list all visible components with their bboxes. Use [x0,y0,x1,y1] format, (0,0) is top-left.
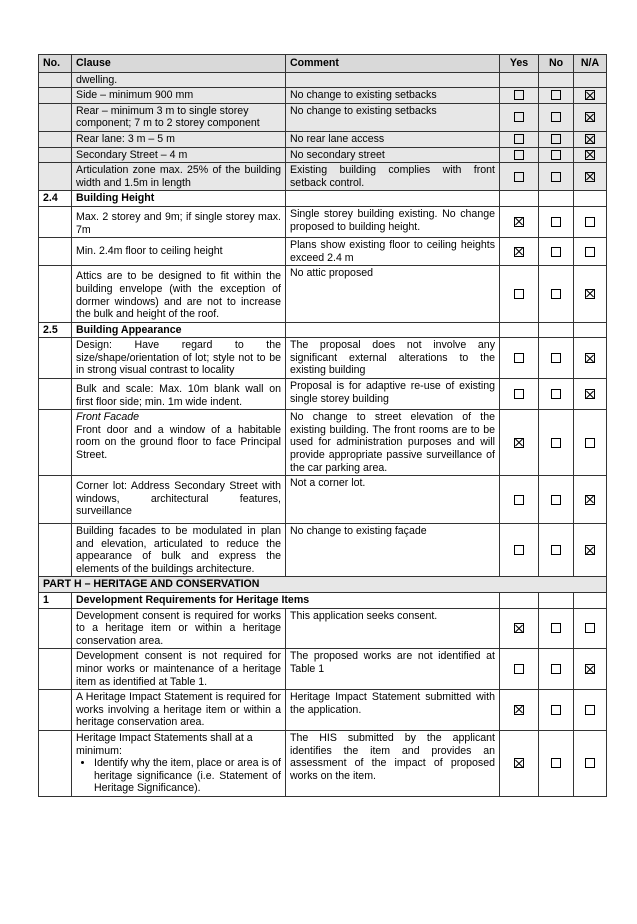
no-checkbox[interactable] [551,438,561,448]
table-row [39,206,607,237]
section-number: 1 [39,592,72,608]
no-checkbox[interactable] [551,150,561,160]
header-na: N/A [574,55,607,73]
yes-checkbox-checked[interactable] [514,623,524,633]
clause-text: Development consent is required for works to a heritage item or within a heritage conservation area. [72,608,286,649]
no-checkbox[interactable] [551,705,561,715]
comment-text: This application seeks consent. [286,608,500,649]
row-number [39,103,72,131]
compliance-table-page [38,54,606,797]
table-row [39,88,607,104]
row-number [39,131,72,147]
table-row [39,476,607,524]
yes-checkbox[interactable] [514,134,524,144]
table-row [39,163,607,191]
na-checkbox-checked[interactable] [585,150,595,160]
row-number [39,72,72,88]
yes-checkbox-checked[interactable] [514,758,524,768]
comment-text: No change to street elevation of the existing building. The front rooms are to be used for administration purposes and will provide appropriate passive surveillance of the car parking area. [286,410,500,476]
clause-text: Min. 2.4m floor to ceiling height [72,238,286,266]
yes-checkbox[interactable] [514,545,524,555]
clause-text: Articulation zone max. 25% of the building width and 1.5m in length [72,163,286,191]
clause-text: Rear lane: 3 m – 5 m [72,131,286,147]
table-row [39,524,607,577]
na-checkbox-checked[interactable] [585,172,595,182]
table-row [39,147,607,163]
clause-text: Heritage Impact Statements shall at a minimum: [76,731,253,757]
no-checkbox[interactable] [551,217,561,227]
row-number [39,730,72,796]
no-checkbox[interactable] [551,545,561,555]
clause-text: A Heritage Impact Statement is required for works involving a heritage item or within a heritage conservation area. [72,690,286,731]
row-number [39,206,72,237]
no-checkbox[interactable] [551,289,561,299]
comment-text: No secondary street [286,147,500,163]
section-number: 2.5 [39,322,72,338]
comment-text: Heritage Impact Statement submitted with the application. [286,690,500,731]
comment-text: The proposal does not involve any significant external alterations to the existing building [286,338,500,379]
no-checkbox[interactable] [551,664,561,674]
yes-checkbox[interactable] [514,495,524,505]
row-number [39,163,72,191]
comment-text: Existing building complies with front setback control. [286,163,500,191]
table-row [39,131,607,147]
section-title: Building Appearance [72,322,286,338]
na-checkbox-checked[interactable] [585,389,595,399]
clause-text: Bulk and scale: Max. 10m blank wall on first floor side; min. 1m wide indent. [72,379,286,410]
no-checkbox[interactable] [551,112,561,122]
table-row [39,649,607,690]
header-comment: Comment [286,55,500,73]
yes-checkbox[interactable] [514,150,524,160]
yes-checkbox-checked[interactable] [514,438,524,448]
no-checkbox[interactable] [551,172,561,182]
na-checkbox-checked[interactable] [585,353,595,363]
na-checkbox[interactable] [585,705,595,715]
yes-checkbox[interactable] [514,90,524,100]
no-checkbox[interactable] [551,134,561,144]
table-header-row [39,55,607,73]
yes-checkbox[interactable] [514,389,524,399]
section-title: Development Requirements for Heritage Items [72,592,500,608]
yes-checkbox-checked[interactable] [514,705,524,715]
header-clause: Clause [72,55,286,73]
row-number [39,147,72,163]
section-heading-row [39,191,607,207]
yes-checkbox[interactable] [514,112,524,122]
comment-text: The proposed works are not identified at Table 1 [286,649,500,690]
yes-checkbox[interactable] [514,664,524,674]
clause-text: dwelling. [72,72,286,88]
table-row [39,238,607,266]
na-checkbox-checked[interactable] [585,90,595,100]
comment-text: No change to existing façade [286,524,500,577]
header-no: No. [39,55,72,73]
comment-text: The HIS submitted by the applicant identifies the item and provides an assessment of the impact of proposed works on the item. [286,730,500,796]
yes-checkbox[interactable] [514,353,524,363]
table-row [39,410,607,476]
no-checkbox[interactable] [551,389,561,399]
compliance-table [38,54,607,797]
na-checkbox[interactable] [585,623,595,633]
na-checkbox-checked[interactable] [585,495,595,505]
clause-text: Attics are to be designed to fit within the building envelope (with the exception of dormer windows) and are not to increase the bulk and height of the roof. [72,266,286,322]
row-number [39,476,72,524]
comment-text: Plans show existing floor to ceiling heights exceed 2.4 m [286,238,500,266]
comment-text: Proposal is for adaptive re-use of existing single storey building [286,379,500,410]
na-checkbox[interactable] [585,438,595,448]
header-no-col: No [539,55,574,73]
clause-bullet-list [76,757,281,795]
na-checkbox-checked[interactable] [585,545,595,555]
no-checkbox[interactable] [551,758,561,768]
clause-subtitle: Front Facade [76,411,140,424]
no-checkbox[interactable] [551,353,561,363]
row-number [39,690,72,731]
no-checkbox[interactable] [551,90,561,100]
part-title: PART H – HERITAGE AND CONSERVATION [39,577,607,593]
clause-text: Corner lot: Address Secondary Street with windows, architectural features, surveillance [72,476,286,524]
yes-checkbox[interactable] [514,289,524,299]
no-checkbox[interactable] [551,247,561,257]
clause-text: Rear – minimum 3 m to single storey component; 7 m to 2 storey component [72,103,286,131]
row-number [39,524,72,577]
section-heading-row [39,592,607,608]
row-number [39,608,72,649]
na-checkbox[interactable] [585,758,595,768]
section-heading-row [39,322,607,338]
table-row [39,338,607,379]
table-row [39,266,607,322]
comment-text: Single storey building existing. No change proposed to building height. [286,206,500,237]
row-number [39,649,72,690]
comment-text: No rear lane access [286,131,500,147]
row-number [39,410,72,476]
section-title: Building Height [72,191,286,207]
comment-text: No change to existing setbacks [286,88,500,104]
table-row [39,608,607,649]
na-checkbox-checked[interactable] [585,664,595,674]
table-row [39,72,607,88]
no-checkbox[interactable] [551,495,561,505]
row-number [39,88,72,104]
clause-text: Design: Have regard to the size/shape/orientation of lot; style not to be in strong visual contrast to locality [72,338,286,379]
clause-cell [72,730,286,796]
clause-text: Building facades to be modulated in plan and elevation, articulated to reduce the appearance of bulk and express the elements of the buildings architecture. [72,524,286,577]
part-heading-row [39,577,607,593]
row-number [39,379,72,410]
clause-text: Development consent is not required for minor works or maintenance of a heritage item as identified at Table 1. [72,649,286,690]
clause-cell [72,410,286,476]
no-checkbox[interactable] [551,623,561,633]
clause-text: Side – minimum 900 mm [72,88,286,104]
clause-text: Secondary Street – 4 m [72,147,286,163]
table-row [39,690,607,731]
na-checkbox[interactable] [585,217,595,227]
na-checkbox-checked[interactable] [585,112,595,122]
table-row [39,730,607,796]
na-checkbox-checked[interactable] [585,134,595,144]
comment-text: Not a corner lot. [286,476,500,524]
yes-checkbox[interactable] [514,172,524,182]
comment-text: No attic proposed [286,266,500,322]
comment-text: No change to existing setbacks [286,103,500,131]
table-row [39,379,607,410]
row-number [39,338,72,379]
yes-checkbox-checked[interactable] [514,247,524,257]
yes-checkbox-checked[interactable] [514,217,524,227]
clause-text: Front door and a window of a habitable room on the ground floor to face Principal Street. [76,423,281,462]
table-row [39,103,607,131]
clause-bullet-item: • Identify why the item, place or area is of heritage significance (i.e. Statement of Heritage Significance). [94,757,281,795]
section-number: 2.4 [39,191,72,207]
clause-text: Max. 2 storey and 9m; if single storey max. 7m [72,206,286,237]
na-checkbox-checked[interactable] [585,289,595,299]
na-checkbox[interactable] [585,247,595,257]
comment-text [286,72,500,88]
row-number [39,266,72,322]
row-number [39,238,72,266]
header-yes: Yes [500,55,539,73]
